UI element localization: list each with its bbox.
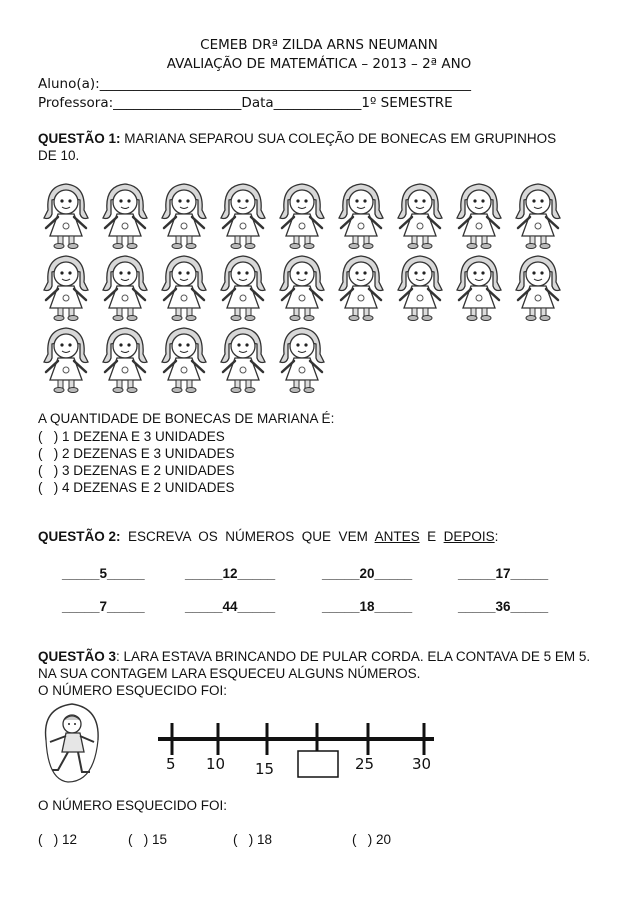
q2-blank-12[interactable]: _____12_____ bbox=[185, 566, 276, 581]
q2-blank-5[interactable]: _____5_____ bbox=[62, 566, 145, 581]
teacher-line: Professora:___________________Data_____________1º SEMESTRE bbox=[38, 95, 453, 111]
doll-row-2 bbox=[44, 256, 560, 321]
girl-jumping-rope-illustration bbox=[38, 700, 108, 785]
q3-text: : LARA ESTAVA BRINCANDO DE PULAR CORDA. ELA CONTAVA DE 5 EM 5. NA SUA CONTAGEM LARA ESQUECEU ALGUNS NÚMEROS. bbox=[38, 649, 591, 681]
q3-option-20[interactable]: ( ) 20 bbox=[352, 832, 392, 847]
doll-row-3 bbox=[44, 328, 324, 393]
q2-blank-17[interactable]: _____17_____ bbox=[458, 566, 549, 581]
number-line bbox=[150, 705, 450, 785]
q1-option-d[interactable]: ( ) 4 DEZENAS E 2 UNIDADES bbox=[38, 480, 235, 495]
q2-blank-20[interactable]: _____20_____ bbox=[322, 566, 413, 581]
q1-text: MARIANA SEPAROU SUA COLEÇÃO DE BONECAS EM GRUPINHOS DE 10. bbox=[38, 131, 557, 163]
q2-blank-18[interactable]: _____18_____ bbox=[322, 599, 413, 614]
exam-title: AVALIAÇÃO DE MATEMÁTICA – 2013 – 2ª ANO bbox=[166, 56, 472, 72]
q3-statement bbox=[38, 648, 608, 682]
doll-row-1 bbox=[44, 184, 560, 249]
q1-label: QUESTÃO 1: bbox=[38, 131, 121, 146]
q2-statement bbox=[38, 528, 498, 545]
q3-option-18[interactable]: ( ) 18 bbox=[233, 832, 273, 847]
q3-line3: O NÚMERO ESQUECIDO FOI: bbox=[38, 683, 228, 698]
school-name: CEMEB DRª ZILDA ARNS NEUMANN bbox=[200, 37, 438, 53]
tick-label-25: 25 bbox=[355, 755, 375, 773]
q3-prompt: O NÚMERO ESQUECIDO FOI: bbox=[38, 798, 228, 813]
missing-number-box bbox=[298, 751, 338, 777]
q2-text-before: ESCREVA OS NÚMEROS QUE VEM bbox=[120, 529, 375, 544]
q1-prompt: A QUANTIDADE DE BONECAS DE MARIANA É: bbox=[38, 411, 335, 426]
q2-word-antes: ANTES bbox=[374, 529, 420, 544]
q2-word-depois: DEPOIS bbox=[443, 529, 495, 544]
q1-statement bbox=[38, 130, 558, 164]
q1-option-c[interactable]: ( ) 3 DEZENAS E 2 UNIDADES bbox=[38, 463, 235, 478]
q3-option-12[interactable]: ( ) 12 bbox=[38, 832, 78, 847]
q3-label: QUESTÃO 3 bbox=[38, 649, 117, 664]
dolls-illustration bbox=[38, 180, 598, 400]
q2-blank-44[interactable]: _____44_____ bbox=[185, 599, 276, 614]
q2-blank-7[interactable]: _____7_____ bbox=[62, 599, 145, 614]
tick-label-30: 30 bbox=[412, 755, 432, 773]
q3-option-15[interactable]: ( ) 15 bbox=[128, 832, 168, 847]
q2-blank-36[interactable]: _____36_____ bbox=[458, 599, 549, 614]
q1-option-b[interactable]: ( ) 2 DEZENAS E 3 UNIDADES bbox=[38, 446, 235, 461]
tick-label-10: 10 bbox=[206, 755, 226, 773]
q2-text-mid: E bbox=[419, 529, 444, 544]
q2-text-after: : bbox=[494, 529, 499, 544]
q1-option-a[interactable]: ( ) 1 DEZENA E 3 UNIDADES bbox=[38, 429, 225, 444]
q2-label: QUESTÃO 2: bbox=[38, 529, 121, 544]
student-line: Aluno(a):_______________________________________________________ bbox=[38, 76, 471, 92]
tick-label-15: 15 bbox=[255, 760, 275, 778]
tick-label-5: 5 bbox=[166, 755, 176, 773]
